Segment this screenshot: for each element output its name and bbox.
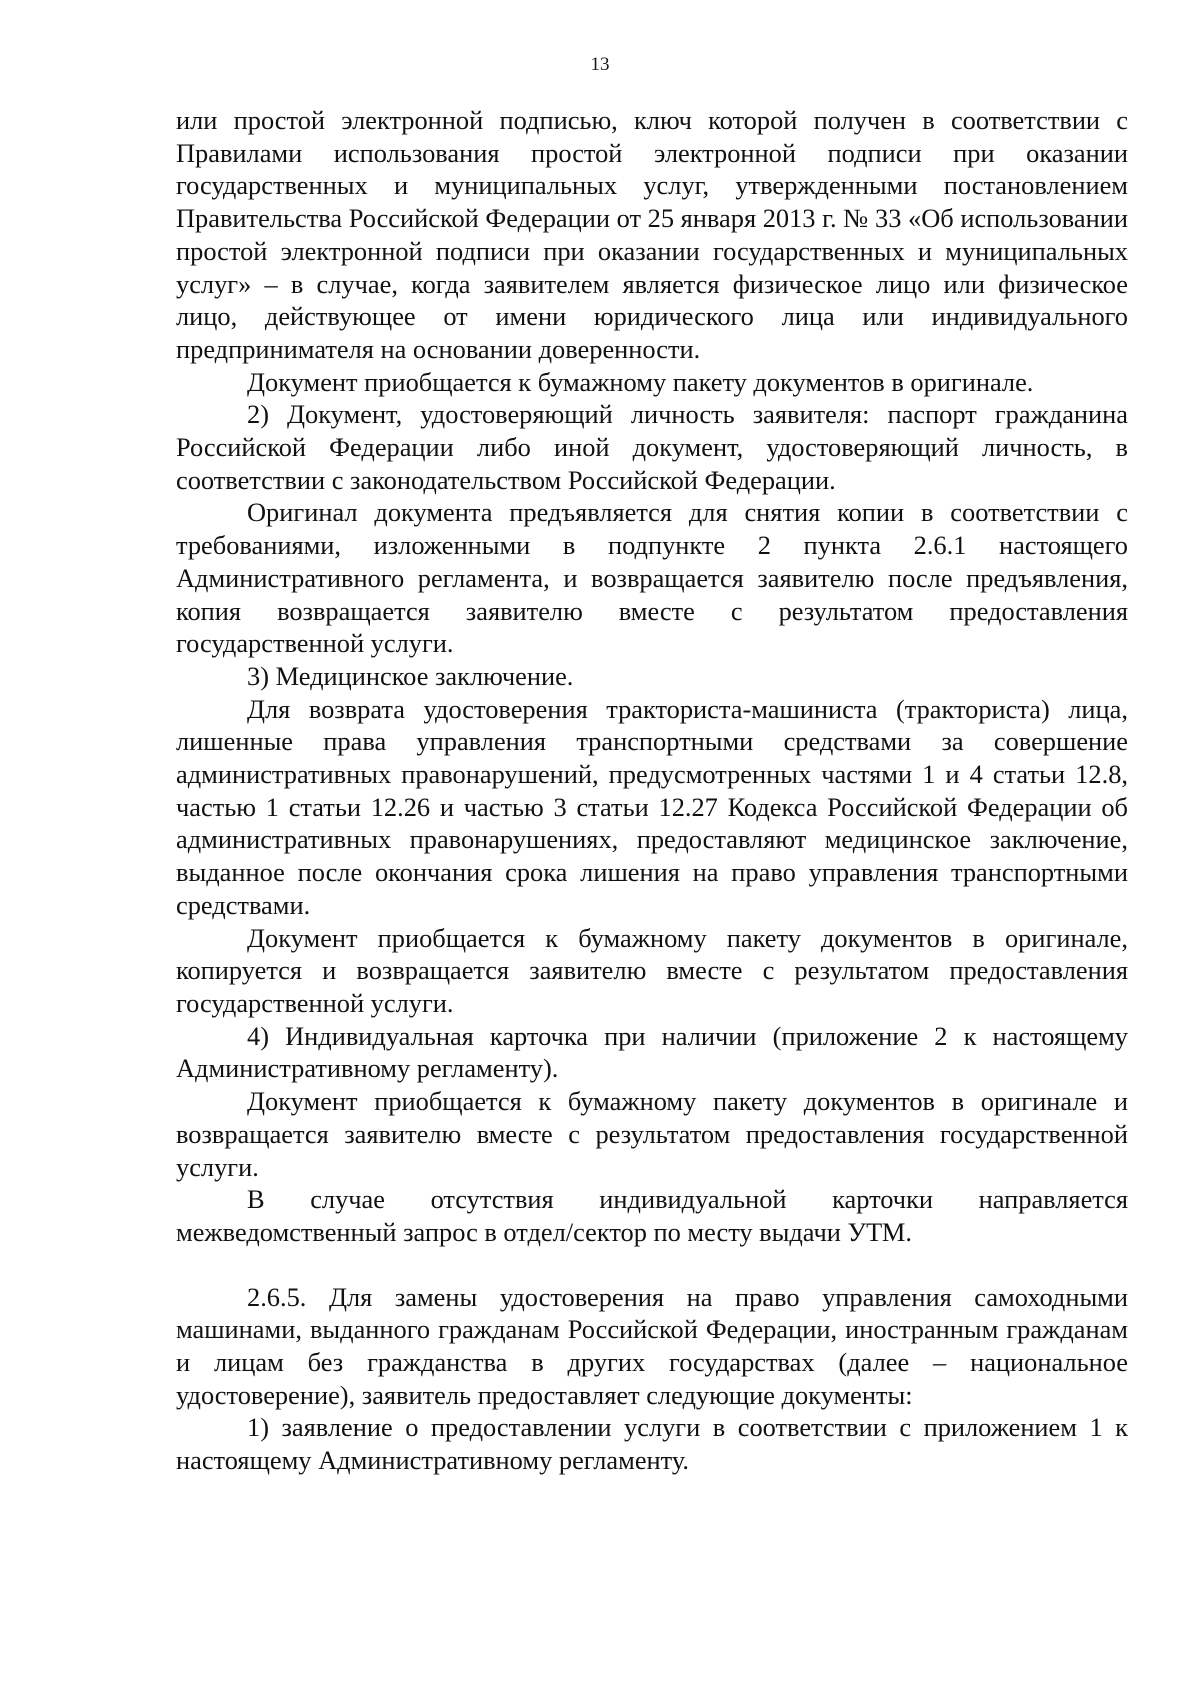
paragraph-gap xyxy=(176,1249,1128,1281)
paragraph-original-copy-return: Оригинал документа предъявляется для снятия копии в соответствии с требованиями, изложенными в подпункте 2 пункта 2.6.1 настоящего Административного регламента, и возвращается заявителю после предъявления, копия возвращается заявителю вместе с результатом предоставления государственной услуги. xyxy=(176,497,1128,659)
paragraph-medical-report: 3) Медицинское заключение. xyxy=(247,660,574,691)
paragraph-interagency-request: В случае отсутствия индивидуальной карточки направляется межведомственный запрос в отдел/сектор по месту выдачи УТМ. xyxy=(176,1184,1128,1247)
document-body xyxy=(176,104,1128,1477)
paragraph-license-return: Для возврата удостоверения тракториста-машиниста (тракториста) лица, лишенные права управления транспортными средствами за совершение административных правонарушений, предусмотренных частями 1 и 4 статьи 12.8, частью 1 статьи 12.26 и частью 3 статьи 12.27 Кодекса Российской Федерации об административных правонарушениях, предоставляют медицинское заключение, выданное после окончания срока лишения на право управления транспортными средствами. xyxy=(176,693,1128,920)
paragraph-original-returned: Документ приобщается к бумажному пакету документов в оригинале и возвращается заявителю вместе с результатом предоставления государственной услуги. xyxy=(176,1086,1128,1182)
paragraph-application: 1) заявление о предоставлении услуги в соответствии с приложением 1 к настоящему Административному регламенту. xyxy=(176,1412,1128,1476)
paragraph-individual-card: 4) Индивидуальная карточка при наличии (приложение 2 к настоящему Административному регламенту). xyxy=(176,1020,1128,1084)
paragraph-original-copied: Документ приобщается к бумажному пакету документов в оригинале, копируется и возвращается заявителю вместе с результатом предоставления государственной услуги. xyxy=(176,922,1128,1018)
paragraph-identity-document: 2) Документ, удостоверяющий личность заявителя: паспорт гражданина Российской Федерации либо иной документ, удостоверяющий личность, в соответствии с законодательством Российской Федерации. xyxy=(176,399,1128,495)
paragraph-original-attached: Документ приобщается к бумажному пакету документов в оригинале. xyxy=(247,366,1034,397)
paragraph-section-2-6-5: 2.6.5. Для замены удостоверения на право управления самоходными машинами, выданного гражданам Российской Федерации, иностранным гражданам и лицам без гражданства в других государствах (далее – национальное удостоверение), заявитель предоставляет следующие документы: xyxy=(176,1281,1128,1410)
page-number: 13 xyxy=(590,54,610,75)
paragraph-signature-rules: или простой электронной подписью, ключ которой получен в соответствии с Правилами использования простой электронной подписи при оказании государственных и муниципальных услуг, утвержденными постановлением Правительства Российской Федерации от 25 января 2013 г. № 33 «Об использовании простой электронной подписи при оказании государственных и муниципальных услуг» – в случае, когда заявителем является физическое лицо или физическое лицо, действующее от имени юридического лица или индивидуального предпринимателя на основании доверенности. xyxy=(176,105,1128,364)
